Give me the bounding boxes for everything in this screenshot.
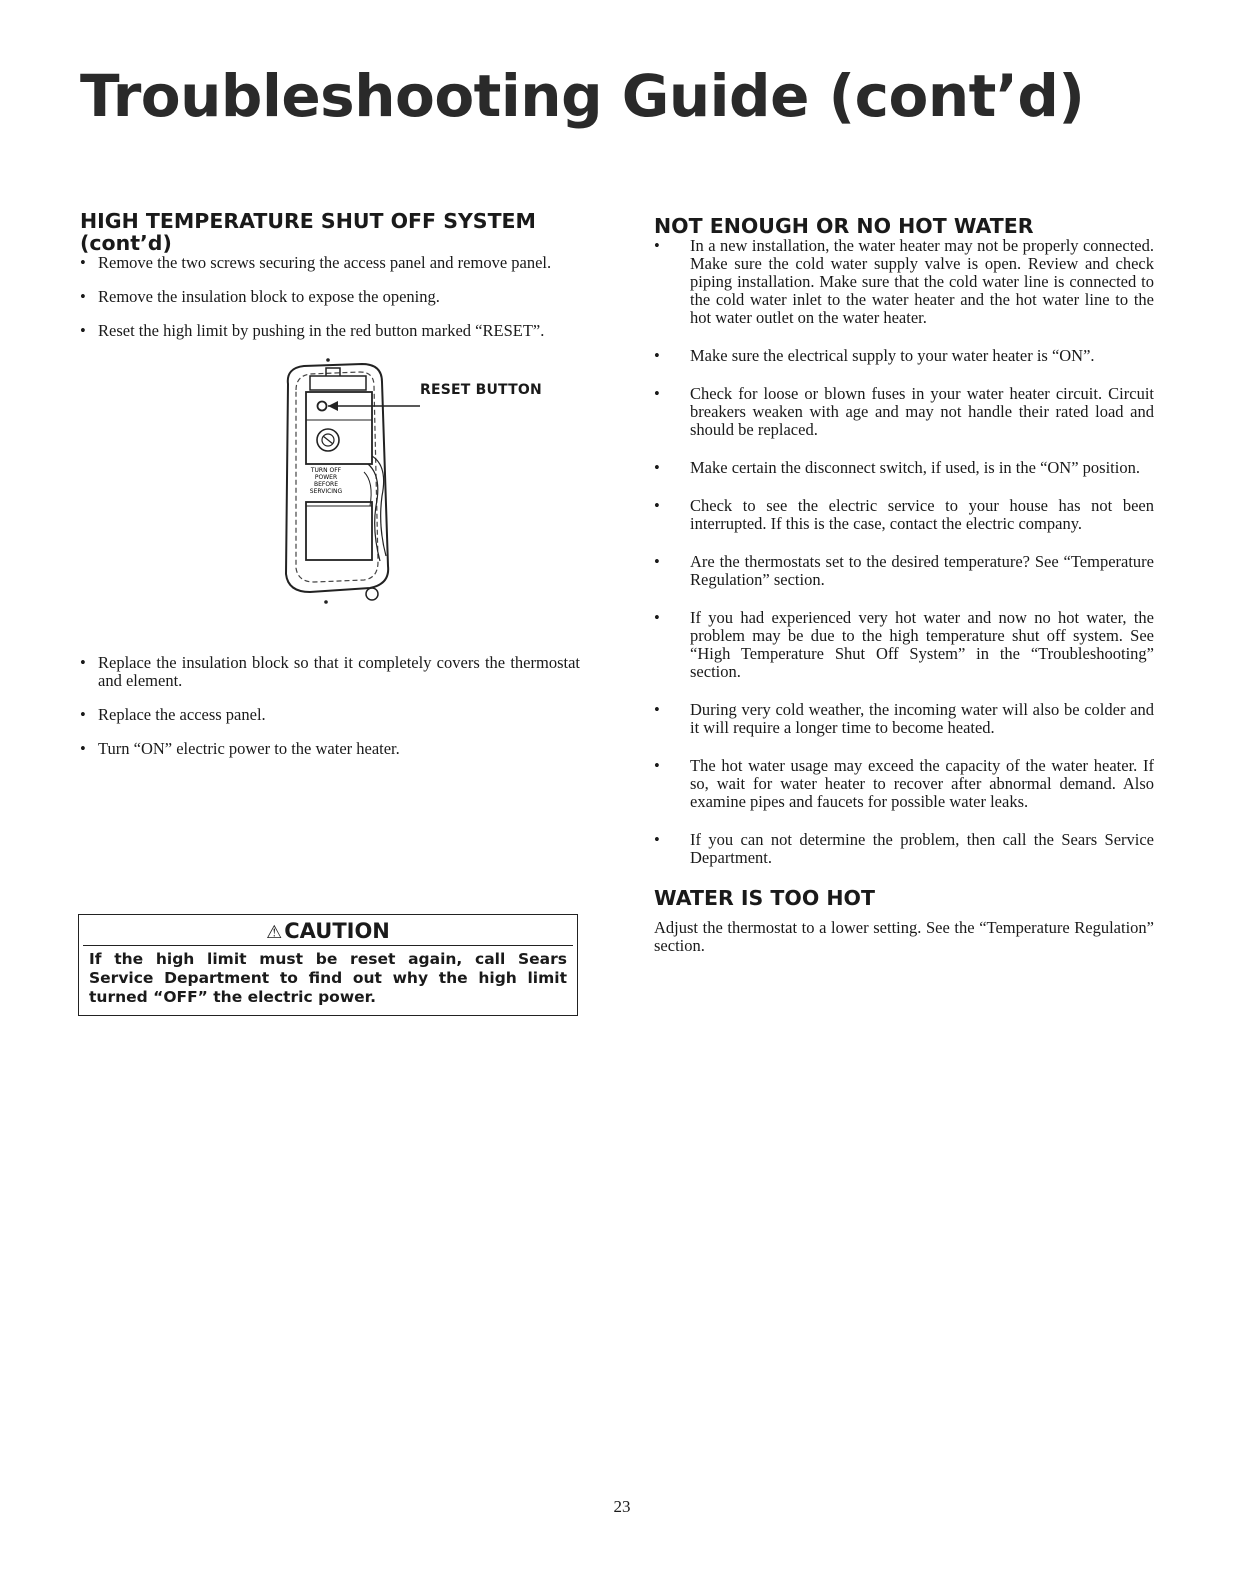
list-item: • The hot water usage may exceed the capacity of the water heater. If so, wait for water heater to recover after abnormal demand. Also examine pipes and faucets for possible water leaks. [654, 757, 1154, 811]
figure-label-line: TURN OFF [310, 467, 342, 474]
caution-text: If the high limit must be reset again, call Sears Service Department to find out why the high limit turned “OFF” the electric power. [89, 950, 567, 1006]
heading-line-1: HIGH TEMPERATURE SHUT OFF SYSTEM [80, 209, 536, 233]
list-item: • If you had experienced very hot water and now no hot water, the problem may be due to the high temperature shut off system. See “High Temperature Shut Off System” in the “Troubleshooting” section. [654, 609, 1154, 681]
list-item: • Turn “ON” electric power to the water heater. [80, 740, 580, 758]
figure-label-line: POWER [314, 474, 338, 481]
caution-title [83, 915, 573, 946]
list-item: • Make sure the electrical supply to your water heater is “ON”. [654, 347, 1154, 365]
not-enough-hot-water-heading: NOT ENOUGH OR NO HOT WATER [654, 214, 1034, 238]
list-item: • Replace the access panel. [80, 706, 580, 724]
list-item: • Remove the two screws securing the access panel and remove panel. [80, 254, 580, 272]
list-item: • Replace the insulation block so that it completely covers the thermostat and element. [80, 654, 580, 690]
reset-button-icon [318, 402, 327, 411]
list-item: • Remove the insulation block to expose the opening. [80, 288, 580, 306]
reset-button-callout: RESET BUTTON [420, 382, 542, 398]
page-title: Troubleshooting Guide (cont’d) [80, 62, 1085, 130]
list-item: • Reset the high limit by pushing in the red button marked “RESET”. [80, 322, 580, 340]
caution-box [78, 914, 578, 1016]
heading-line-2: (cont’d) [80, 231, 172, 255]
list-item: • During very cold weather, the incoming water will also be colder and it will require a longer time to become heated. [654, 701, 1154, 737]
list-item: • Are the thermostats set to the desired temperature? See “Temperature Regulation” section. [654, 553, 1154, 589]
replace-steps-list [80, 654, 580, 758]
left-column [80, 210, 580, 774]
figure-label-line: SERVICING [309, 488, 343, 495]
list-item: • Check for loose or blown fuses in your water heater circuit. Circuit breakers weaken with age and may not handle their rated load and should be replaced. [654, 385, 1154, 439]
caution-label: CAUTION [284, 919, 390, 943]
water-too-hot-heading: WATER IS TOO HOT [654, 886, 875, 910]
reset-steps-list [80, 254, 580, 340]
water-too-hot-text: Adjust the thermostat to a lower setting. See the “Temperature Regulation” section. [654, 918, 1154, 955]
right-column [654, 215, 1154, 955]
list-item: • Check to see the electric service to your house has not been interrupted. If this is the case, contact the electric company. [654, 497, 1154, 533]
warning-icon: ⚠ [266, 922, 283, 943]
list-item: • Make certain the disconnect switch, if used, is in the “ON” position. [654, 459, 1154, 477]
figure-label-line: BEFORE [313, 481, 339, 488]
thermostat-figure [80, 356, 580, 626]
page-number: 23 [613, 1497, 631, 1516]
water-too-hot-section [654, 887, 1154, 955]
not-enough-hot-water-list [654, 237, 1154, 867]
list-item: • If you can not determine the problem, then call the Sears Service Department. [654, 831, 1154, 867]
high-temp-shutoff-heading [80, 210, 580, 254]
list-item: • In a new installation, the water heater may not be properly connected. Make sure the cold water supply valve is open. Review and check piping installation. Make sure that the cold water line is connected to the cold water inlet to the water heater and the hot water line to the hot water outlet on the water heater. [654, 237, 1154, 327]
